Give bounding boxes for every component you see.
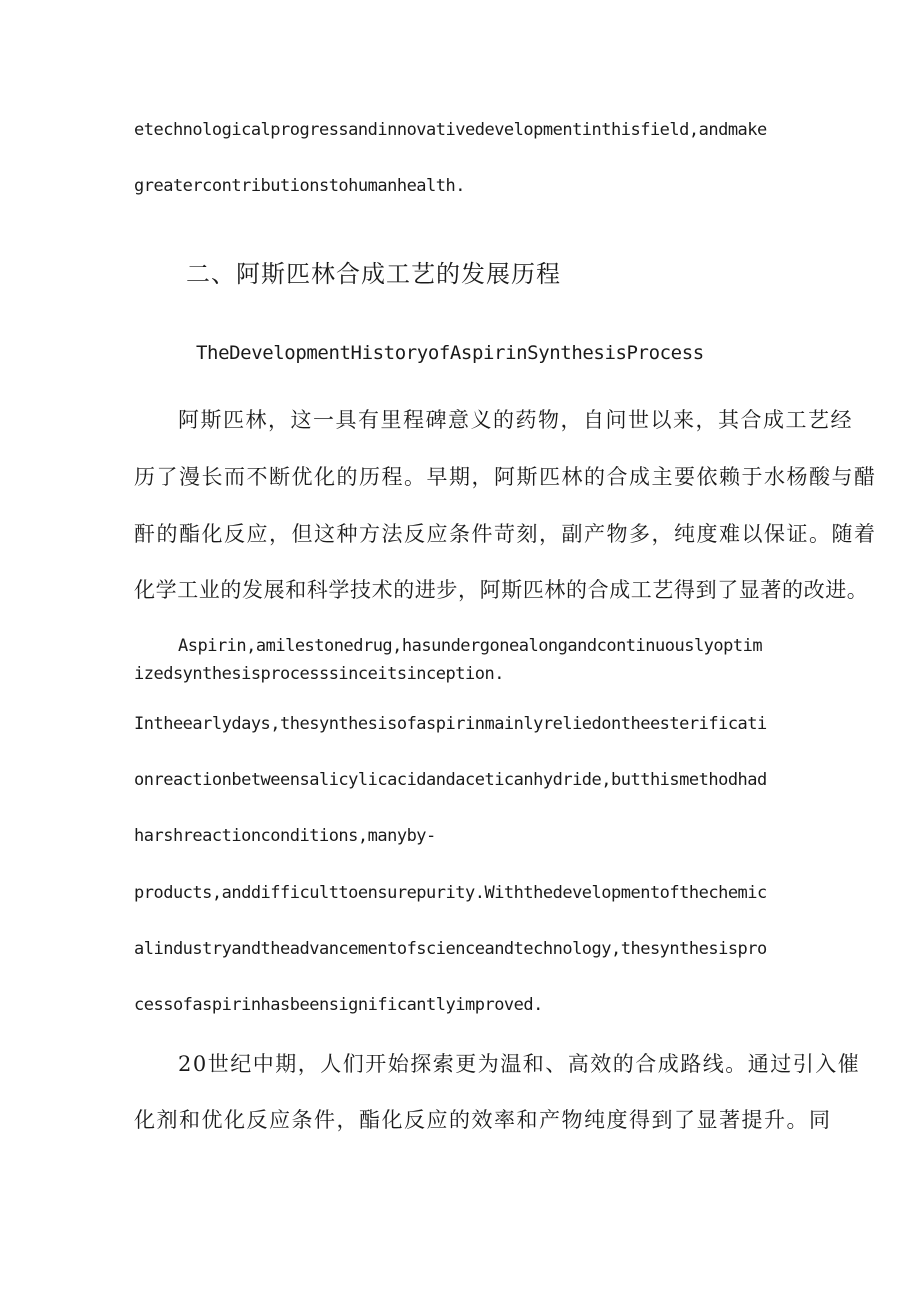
paragraph-2-zh-line-2: 化剂和优化反应条件，酯化反应的效率和产物纯度得到了显著提升。同	[134, 1108, 832, 1132]
paragraph-1-en-line-2: izedsynthesisprocesssinceitsinception.	[134, 664, 504, 684]
paragraph-2-zh-line-1: 20世纪中期，人们开始探索更为温和、高效的合成路线。通过引入催	[178, 1052, 861, 1076]
section-heading-zh: 二、阿斯匹林合成工艺的发展历程	[186, 260, 561, 288]
section-heading-en: TheDevelopmentHistoryofAspirinSynthesisProcess	[196, 342, 704, 364]
intro-tail-line-2: greatercontributionstohumanhealth.	[134, 176, 465, 196]
paragraph-1-en-line-5: harshreactionconditions,manyby-	[134, 826, 436, 846]
paragraph-1-en-line-4: onreactionbetweensalicylicacidandaceticanhydride,butthismethodhad	[134, 770, 767, 790]
paragraph-1-en-line-1: Aspirin,amilestonedrug,hasundergonealongandcontinuouslyoptim	[178, 636, 763, 656]
paragraph-1-zh-line-1: 阿斯匹林，这一具有里程碑意义的药物，自问世以来，其合成工艺经	[178, 408, 853, 432]
paragraph-1-zh-line-2: 历了漫长而不断优化的历程。早期，阿斯匹林的合成主要依赖于水杨酸与醋	[134, 465, 877, 489]
paragraph-1-zh-line-3: 酐的酯化反应，但这种方法反应条件苛刻，副产物多，纯度难以保证。随着	[134, 522, 877, 546]
intro-tail-line-1: etechnologicalprogressandinnovativedevelopmentinthisfield,andmake	[134, 120, 767, 140]
paragraph-1-en-line-3: Intheearlydays,thesynthesisofaspirinmainlyreliedontheesterificati	[134, 714, 767, 734]
paragraph-1-en-line-8: cessofaspirinhasbeensignificantlyimproved.	[134, 995, 543, 1015]
paragraph-1-en-line-6: products,anddifficulttoensurepurity.Withthedevelopmentofthechemic	[134, 883, 767, 903]
paragraph-1-zh-line-4: 化学工业的发展和科学技术的进步，阿斯匹林的合成工艺得到了显著的改进。	[134, 578, 869, 602]
paragraph-1-en-line-7: alindustryandtheadvancementofscienceandtechnology,thesynthesispro	[134, 939, 767, 959]
